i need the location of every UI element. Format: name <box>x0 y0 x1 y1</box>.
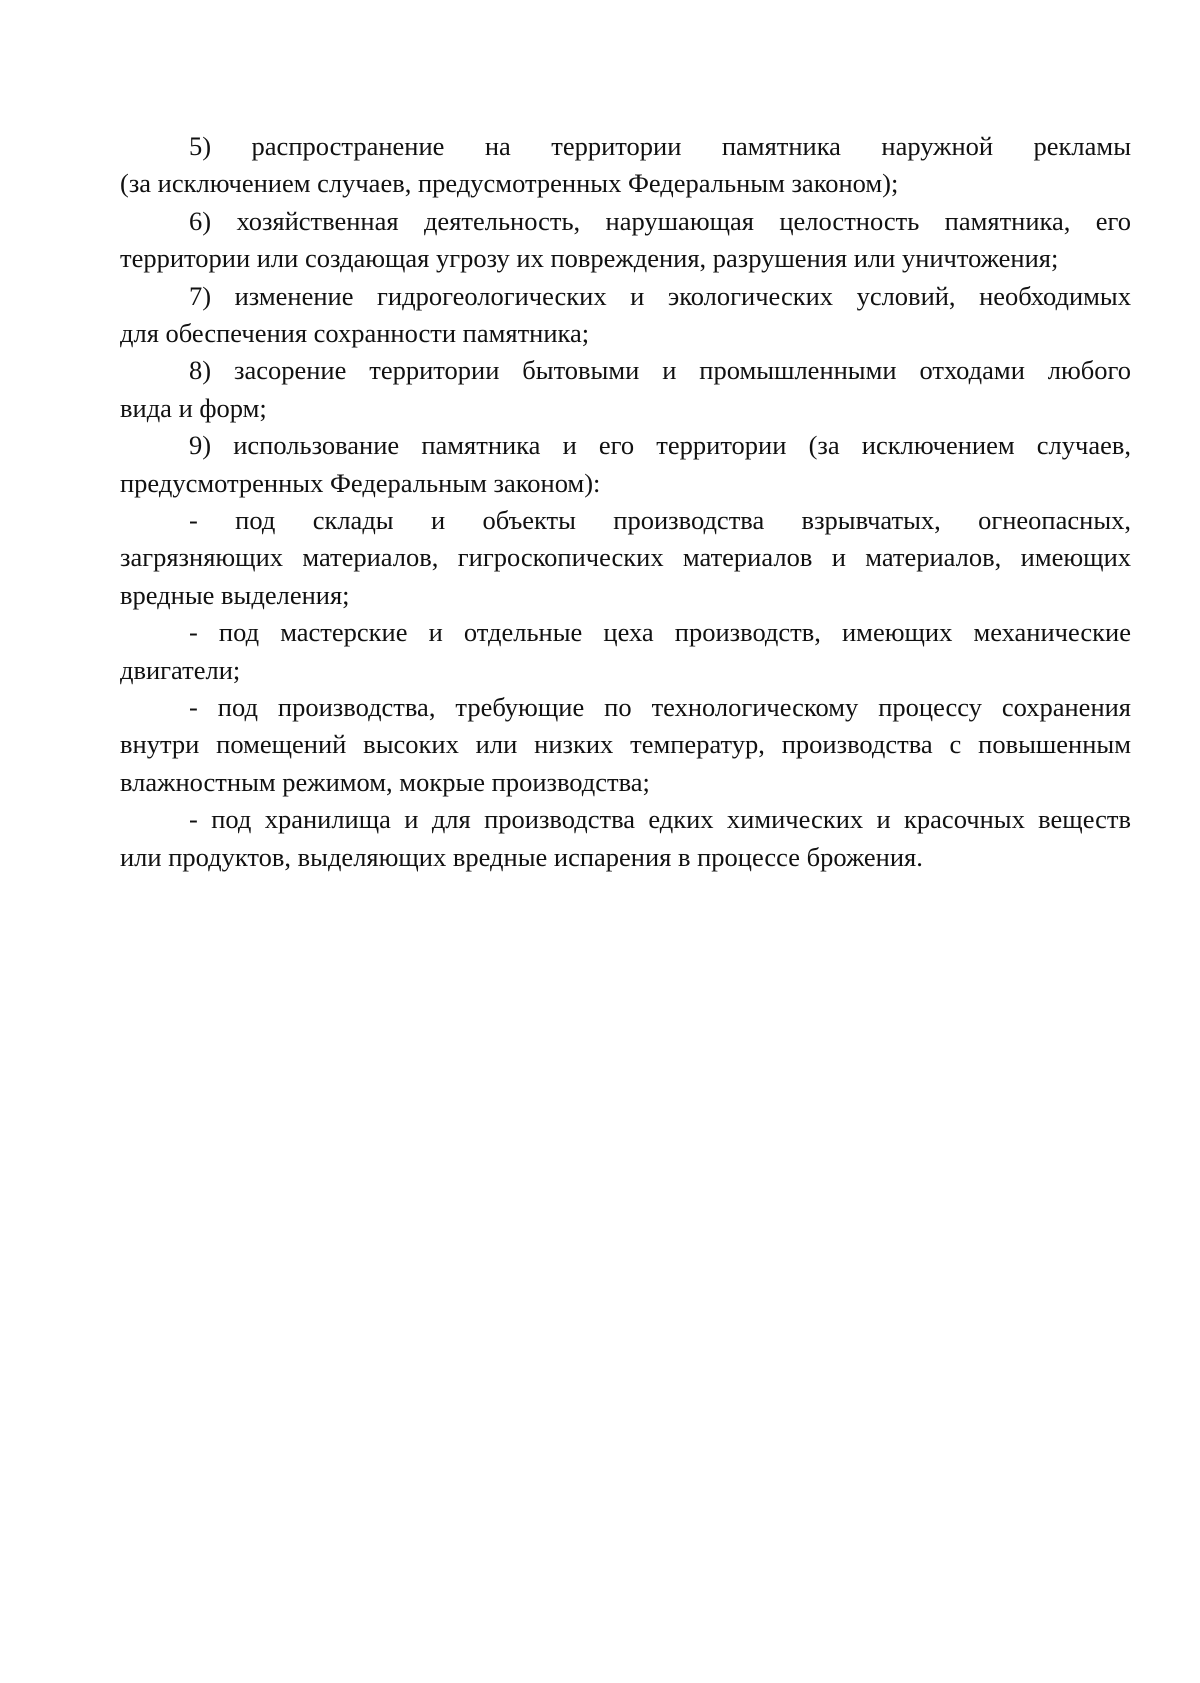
text-line: 6) хозяйственная деятельность, нарушающая целостность памятника, его <box>189 205 1131 236</box>
text-line: - под хранилища и для производства едких химических и красочных веществ <box>189 804 1131 835</box>
text-line: внутри помещений высоких или низких температур, производства с повышенным <box>120 729 1131 760</box>
text-line: для обеспечения сохранности памятника; <box>120 318 590 348</box>
text-line: влажностным режимом, мокрые производства; <box>120 766 650 797</box>
text-line: двигатели; <box>120 654 241 685</box>
text-line: загрязняющих материалов, гигроскопических материалов и материалов, имеющих <box>120 542 1131 573</box>
text-line: - под мастерские и отдельные цеха производств, имеющих механические <box>189 617 1131 648</box>
text-line: - под склады и объекты производства взрывчатых, огнеопасных, <box>189 505 1131 535</box>
text-line: вида и форм; <box>120 392 267 423</box>
text-line: 8) засорение территории бытовыми и промышленными отходами любого <box>189 355 1131 386</box>
text-line: 7) изменение гидрогеологических и экологических условий, необходимых <box>189 280 1131 311</box>
text-line: или продуктов, выделяющих вредные испарения в процессе брожения. <box>120 841 923 872</box>
text-line: - под производства, требующие по технологическому процессу сохранения <box>189 692 1131 722</box>
text-line: предусмотренных Федеральным законом): <box>120 467 601 498</box>
text-line: территории или создающая угрозу их повреждения, разрушения или уничтожения; <box>120 243 1059 274</box>
text-line: 5) распространение на территории памятника наружной рекламы <box>189 131 1131 161</box>
text-line: 9) использование памятника и его территории (за исключением случаев, <box>189 430 1131 461</box>
text-line: (за исключением случаев, предусмотренных Федеральным законом); <box>120 168 899 199</box>
text-line: вредные выделения; <box>120 579 350 610</box>
